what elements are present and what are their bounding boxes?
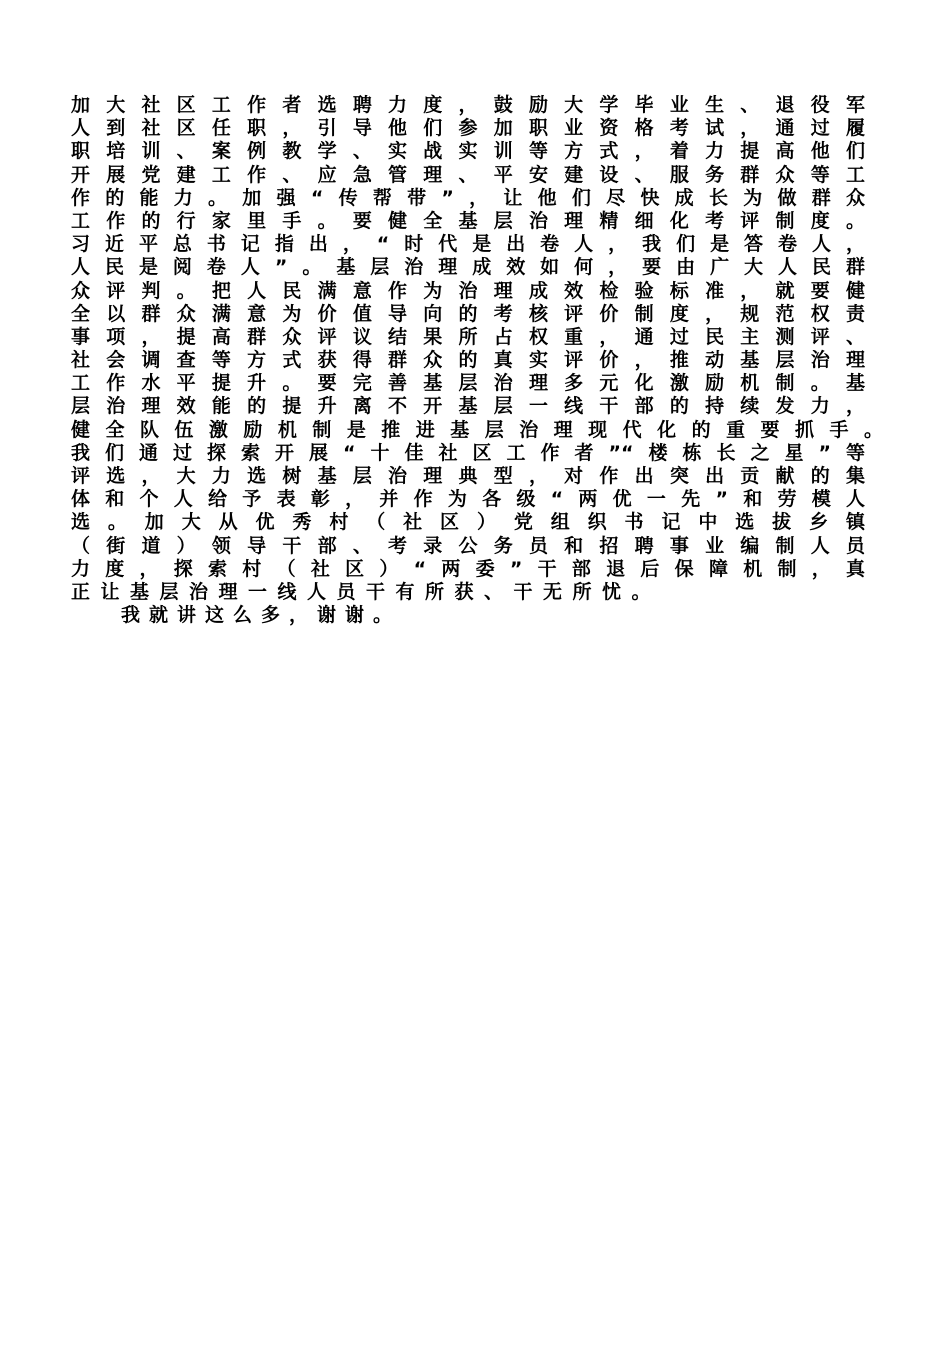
text-line: 社会调查等方式获得群众的真实评价，推动基层治理	[71, 349, 865, 372]
text-line: 我们通过探索开展“十佳社区工作者”“楼栋长之星”等	[71, 441, 865, 464]
text-line: 正让基层治理一线人员干有所获、干无所忧。	[71, 580, 662, 603]
text-line: 体和个人给予表彰，并作为各级“两优一先”和劳模人	[71, 488, 865, 511]
text-line: 作的能力。加强“传帮带”，让他们尽快成长为做群众	[71, 186, 865, 209]
text-line: 加大社区工作者选聘力度，鼓励大学毕业生、退役军	[71, 94, 865, 116]
text-line: 职培训、案例教学、实战实训等方式，着力提高他们	[71, 140, 865, 163]
text-line: （街道）领导干部、考录公务员和招聘事业编制人员	[71, 534, 865, 557]
text-line: 事项，提高群众评议结果所占权重，通过民主测评、	[71, 325, 865, 348]
text-line: 工作的行家里手。要健全基层治理精细化考评制度。	[71, 209, 865, 232]
text-line: 工作水平提升。要完善基层治理多元化激励机制。基	[71, 372, 865, 395]
text-line: 人到社区任职，引导他们参加职业资格考试，通过履	[71, 117, 865, 140]
text-line: 选。加大从优秀村（社区）党组织书记中选拔乡镇	[71, 511, 865, 534]
closing-line: 我就讲这么多，谢谢。	[121, 604, 402, 627]
text-line: 开展党建工作、应急管理、平安建设、服务群众等工	[71, 163, 865, 186]
text-line: 习近平总书记指出，“时代是出卷人，我们是答卷人，	[71, 233, 865, 256]
text-line: 层治理效能的提升离不开基层一线干部的持续发力，	[71, 395, 865, 418]
text-line: 众评判。把人民满意作为治理成效检验标准，就要健	[71, 279, 865, 302]
text-line: 健全队伍激励机制是推进基层治理现代化的重要抓手。	[71, 418, 883, 441]
body-text	[71, 94, 883, 627]
text-line: 力度，探索村（社区）“两委”干部退后保障机制，真	[71, 557, 865, 580]
text-line: 人民是阅卷人”。基层治理成效如何，要由广大人民群	[71, 256, 865, 279]
text-line: 全以群众满意为价值导向的考核评价制度，规范权责	[71, 302, 865, 325]
text-line: 评选，大力选树基层治理典型，对作出突出贡献的集	[71, 465, 865, 487]
